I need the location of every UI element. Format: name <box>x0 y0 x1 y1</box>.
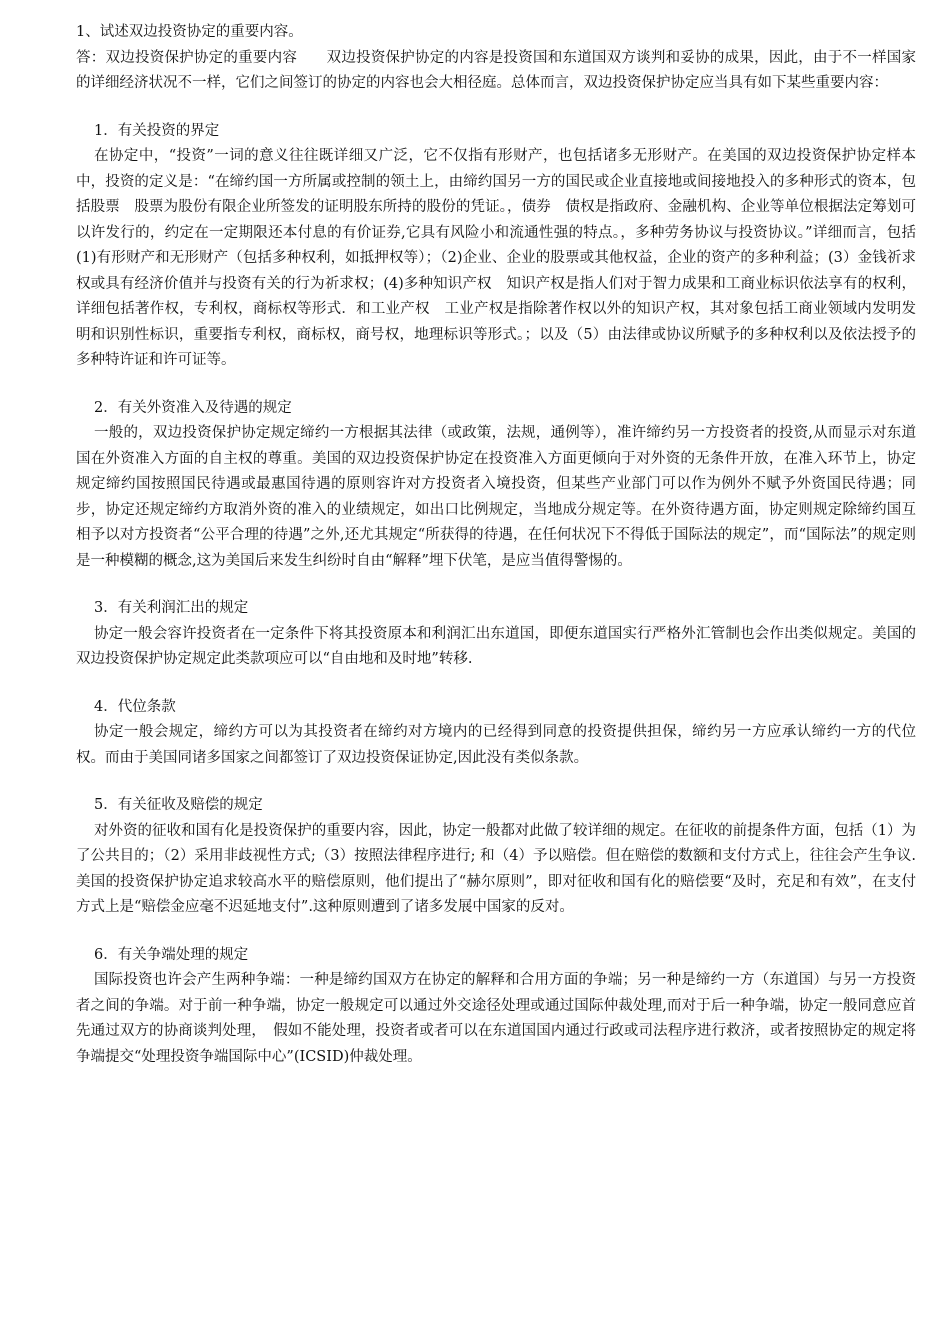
section-body: 协定一般会规定，缔约方可以为其投资者在缔约对方境内的已经得到同意的投资提供担保，缔约另一方应承认缔约一方的代位权。而由于美国同诸多国家之间都签订了双边投资保证协定,因此没有类似条款。 <box>76 724 916 766</box>
question-title: 1、试述双边投资协定的重要内容。 <box>76 24 303 40</box>
section-heading: 3．有关利润汇出的规定 <box>94 600 249 616</box>
section-body: 在协定中，“投资”一词的意义往往既详细又广泛，它不仅指有形财产，也包括诸多无形财产。在美国的双边投资保护协定样本中，投资的定义是：“在缔约国一方所属或控制的领土上，由缔约国另一方的国民或企业直接地或间接地投入的多种形式的资本，包括股票 股票为股份有限企业所签发的证明股东所持的股份的凭证。，债券 债权是指政府、金融机构、企业等单位根据法定筹划可以许发行的，约定在一定期限还本付息的有价证券,它具有风险小和流通性强的特点。，多种劳务协议与投资协议。”详细而言，包括(1)有形财产和无形财产（包括多种权利，如抵押权等）；（2)企业、企业的股票或其他权益，企业的资产的多种利益；(3）金钱祈求权或具有经济价值并与投资有关的行为祈求权；(4)多种知识产权 知识产权是指人们对于智力成果和工商业标识依法享有的权利，详细包括著作权，专利权，商标权等形式．和工业产权 工业产权是指除著作权以外的知识产权，其对象包括工商业领域内发明发明和识别性标识，重要指专利权，商标权，商号权，地理标识等形式。；以及（5）由法律或协议所赋予的多种权利以及依法授予的多种特许证和许可证等。 <box>76 148 916 368</box>
section-5 <box>76 793 916 921</box>
section-2 <box>76 396 916 575</box>
section-heading: 4．代位条款 <box>94 698 176 715</box>
section-body: 国际投资也许会产生两种争端：一种是缔约国双方在协定的解释和合用方面的争端；另一种是缔约一方（东道国）与另一方投资者之间的争端。对于前一种争端，协定一般规定可以通过外交途径处理或通过国际仲裁处理,而对于后一种争端，协定一般同意应首先通过双方的协商谈判处理， 假如不能处理，投资者或者可以在东道国国内通过行政或司法程序进行救济，或者按照协定的规定将争端提交“处理投资争端国际中心”(ICSID)仲裁处理。 <box>76 972 916 1065</box>
answer-intro: 答：双边投资保护协定的重要内容 双边投资保护协定的内容是投资国和东道国双方谈判和妥协的成果，因此，由于不一样国家的详细经济状况不一样，它们之间签订的协定的内容也会大相径庭。总体而言，双边投资保护协定应当具有如下某些重要内容： <box>76 49 916 91</box>
section-4 <box>76 695 916 772</box>
section-heading: 1．有关投资的界定 <box>94 122 220 139</box>
section-1 <box>76 119 916 374</box>
document-page <box>76 20 916 1070</box>
section-6 <box>76 943 916 1071</box>
section-heading: 6．有关争端处理的规定 <box>94 946 249 963</box>
section-body: 一般的，双边投资保护协定规定缔约一方根据其法律（或政策，法规，通例等），准许缔约另一方投资者的投资,从而显示对东道国在外资准入方面的自主权的尊重。美国的双边投资保护协定在投资准入方面更倾向于对外资的无条件开放，在准入环节上，协定规定缔约国按照国民待遇或最惠国待遇的原则容许对方投资者入境投资，但某些产业部门可以作为例外不赋予外资国民待遇；同步，协定还规定缔约方取消外资的准入的业绩规定，如出口比例规定，当地成分规定等。在外资待遇方面，协定则规定除缔约国互相予以对方投资者“公平合理的待遇”之外,还尤其规定“所获得的待遇，在任何状况下不得低于国际法的规定”，而“国际法”的规定则是一种模糊的概念,这为美国后来发生纠纷时自由“解释”埋下伏笔，是应当值得警惕的。 <box>76 425 916 569</box>
section-3 <box>76 596 916 673</box>
section-heading: 2．有关外资准入及待遇的规定 <box>94 399 292 416</box>
section-body: 对外资的征收和国有化是投资保护的重要内容，因此，协定一般都对此做了较详细的规定。在征收的前提条件方面，包括（1）为了公共目的；（2）采用非歧视性方式;（3）按照法律程序进行; 和（4）予以赔偿。但在赔偿的数额和支付方式上，往往会产生争议.美国的投资保护协定追求较高水平的赔偿原则，他们提出了“赫尔原则”，即对征收和国有化的赔偿要“及时，充足和有效”，在支付方式上是“赔偿金应毫不迟延地支付”.这种原则遭到了诸多发展中国家的反对。 <box>76 822 916 915</box>
section-body: 协定一般会容许投资者在一定条件下将其投资原本和利润汇出东道国，即便东道国实行严格外汇管制也会作出类似规定。美国的双边投资保护协定规定此类款项应可以“自由地和及时地”转移. <box>76 625 916 667</box>
section-heading: 5．有关征收及赔偿的规定 <box>94 797 263 813</box>
